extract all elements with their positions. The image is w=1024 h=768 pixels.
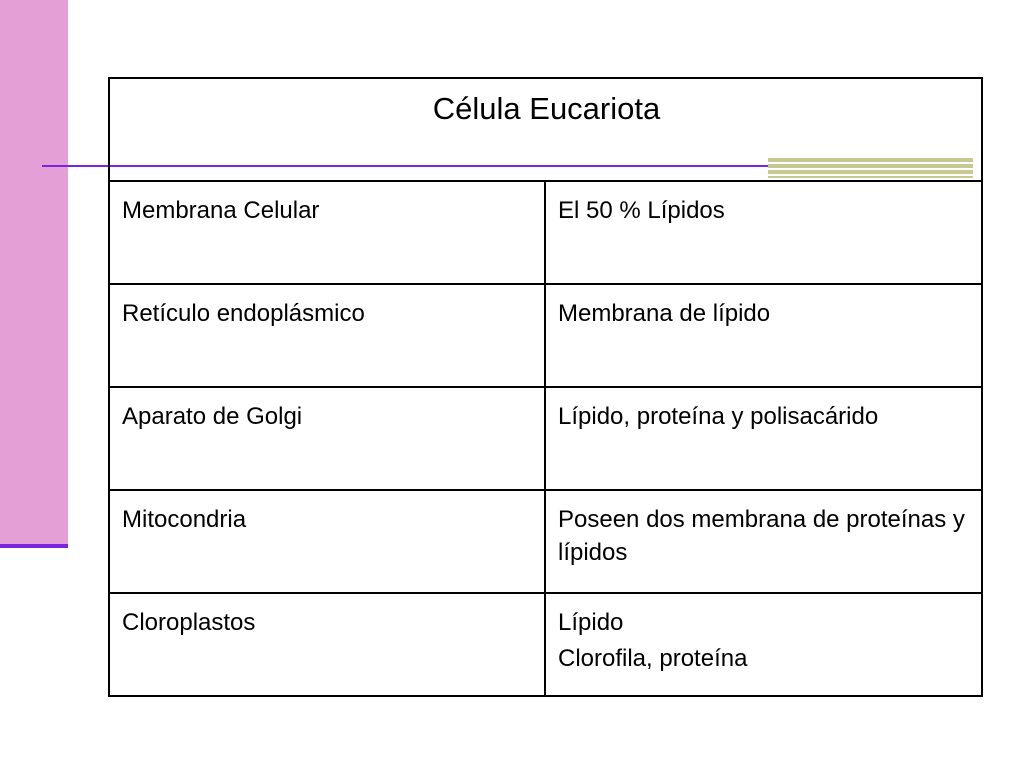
composition-cell [545,593,982,696]
composition-cell [545,181,982,284]
composition-text: Lípido, proteína y polisacárido [558,403,879,430]
table-row [109,284,982,387]
eukaryotic-cell-table [108,77,983,697]
composition-text: Poseen dos membrana de proteínas y lípidos [558,506,965,566]
composition-text: El 50 % Lípidos [558,197,725,224]
organelle-cell: Retículo endoplásmico [109,284,545,387]
composition-cell [545,284,982,387]
decorative-side-bar-underline [0,544,68,548]
table-row [109,490,982,593]
organelle-cell: Aparato de Golgi [109,387,545,490]
composition-text: Membrana de lípido [558,300,771,327]
organelle-cell: Membrana Celular [109,181,545,284]
composition-cell [545,387,982,490]
table-row [109,593,982,696]
organelle-cell: Mitocondria [109,490,545,593]
composition-cell [545,490,982,593]
table-title-row [109,78,982,181]
table-row [109,387,982,490]
composition-text: Clorofila, proteína [558,645,748,672]
decorative-side-bar [0,0,68,548]
organelle-cell: Cloroplastos [109,593,545,696]
table-row [109,181,982,284]
composition-text: Lípido [558,609,624,636]
table-title: Célula Eucariota [109,78,982,181]
